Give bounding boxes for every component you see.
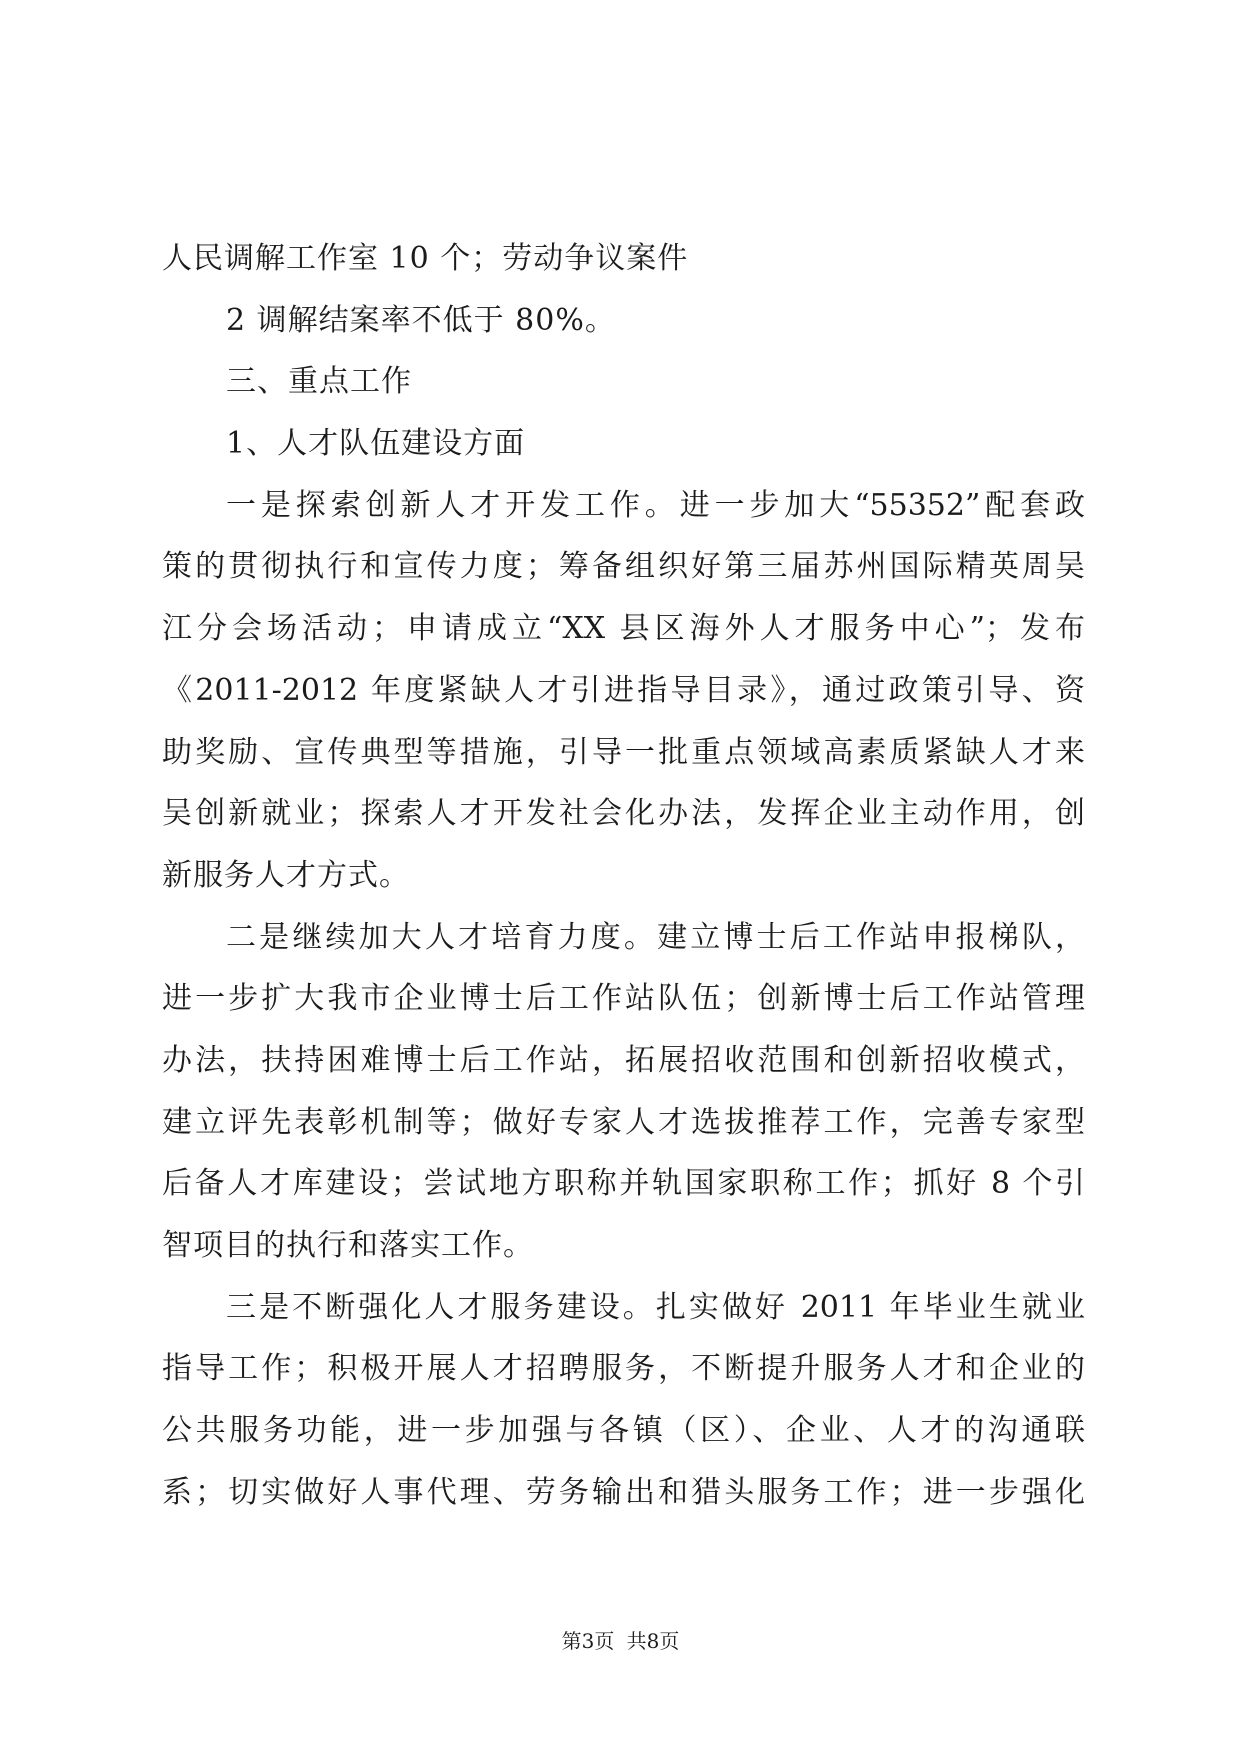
text-line: 策的贯彻执行和宣传力度；筹备组织好第三届苏州国际精英周吴: [162, 549, 1085, 585]
text-line: 一是探索创新人才开发工作。进一步加大“55352”配套政: [226, 487, 1085, 523]
text-line: 指导工作；积极开展人才招聘服务，不断提升服务人才和企业的: [162, 1351, 1085, 1387]
text-line: 三是不断强化人才服务建设。扎实做好 2011 年毕业生就业: [226, 1289, 1085, 1325]
text-line: 智项目的执行和落实工作。: [162, 1228, 534, 1263]
text-line: 系；切实做好人事代理、劳务输出和猎头服务工作；进一步强化: [162, 1474, 1085, 1510]
document-body: [162, 228, 1085, 1523]
subsection-heading: 1、人才队伍建设方面: [226, 426, 526, 462]
text-line: 新服务人才方式。: [162, 857, 410, 893]
text-line: 公共服务功能，进一步加强与各镇（区）、企业、人才的沟通联: [162, 1413, 1085, 1449]
text-line: 人民调解工作室 10 个；劳动争议案件: [162, 241, 689, 276]
text-line: 二是继续加大人才培育力度。建立博士后工作站申报梯队，: [226, 919, 1085, 955]
section-heading: 三、重点工作: [226, 364, 412, 400]
text-line: 办法，扶持困难博士后工作站，拓展招收范围和创新招收模式，: [162, 1042, 1085, 1078]
text-line: 2 调解结案率不低于 80%。: [226, 302, 616, 338]
text-line: 吴创新就业；探索人才开发社会化办法，发挥企业主动作用，创: [162, 796, 1085, 832]
text-line: 进一步扩大我市企业博士后工作站队伍；创新博士后工作站管理: [162, 981, 1085, 1017]
text-line: 助奖励、宣传典型等措施，引导一批重点领域高素质紧缺人才来: [162, 734, 1085, 770]
text-line: 后备人才库建设；尝试地方职称并轨国家职称工作；抓好 8 个引: [162, 1166, 1085, 1202]
text-line: 建立评先表彰机制等；做好专家人才选拔推荐工作，完善专家型: [162, 1104, 1085, 1140]
page-number-footer: 第3页 共8页: [561, 1629, 680, 1653]
text-line: 江分会场活动；申请成立“XX 县区海外人才服务中心”；发布: [162, 611, 1085, 647]
text-line: 《2011-2012 年度紧缺人才引进指导目录》，通过政策引导、资: [162, 672, 1085, 708]
